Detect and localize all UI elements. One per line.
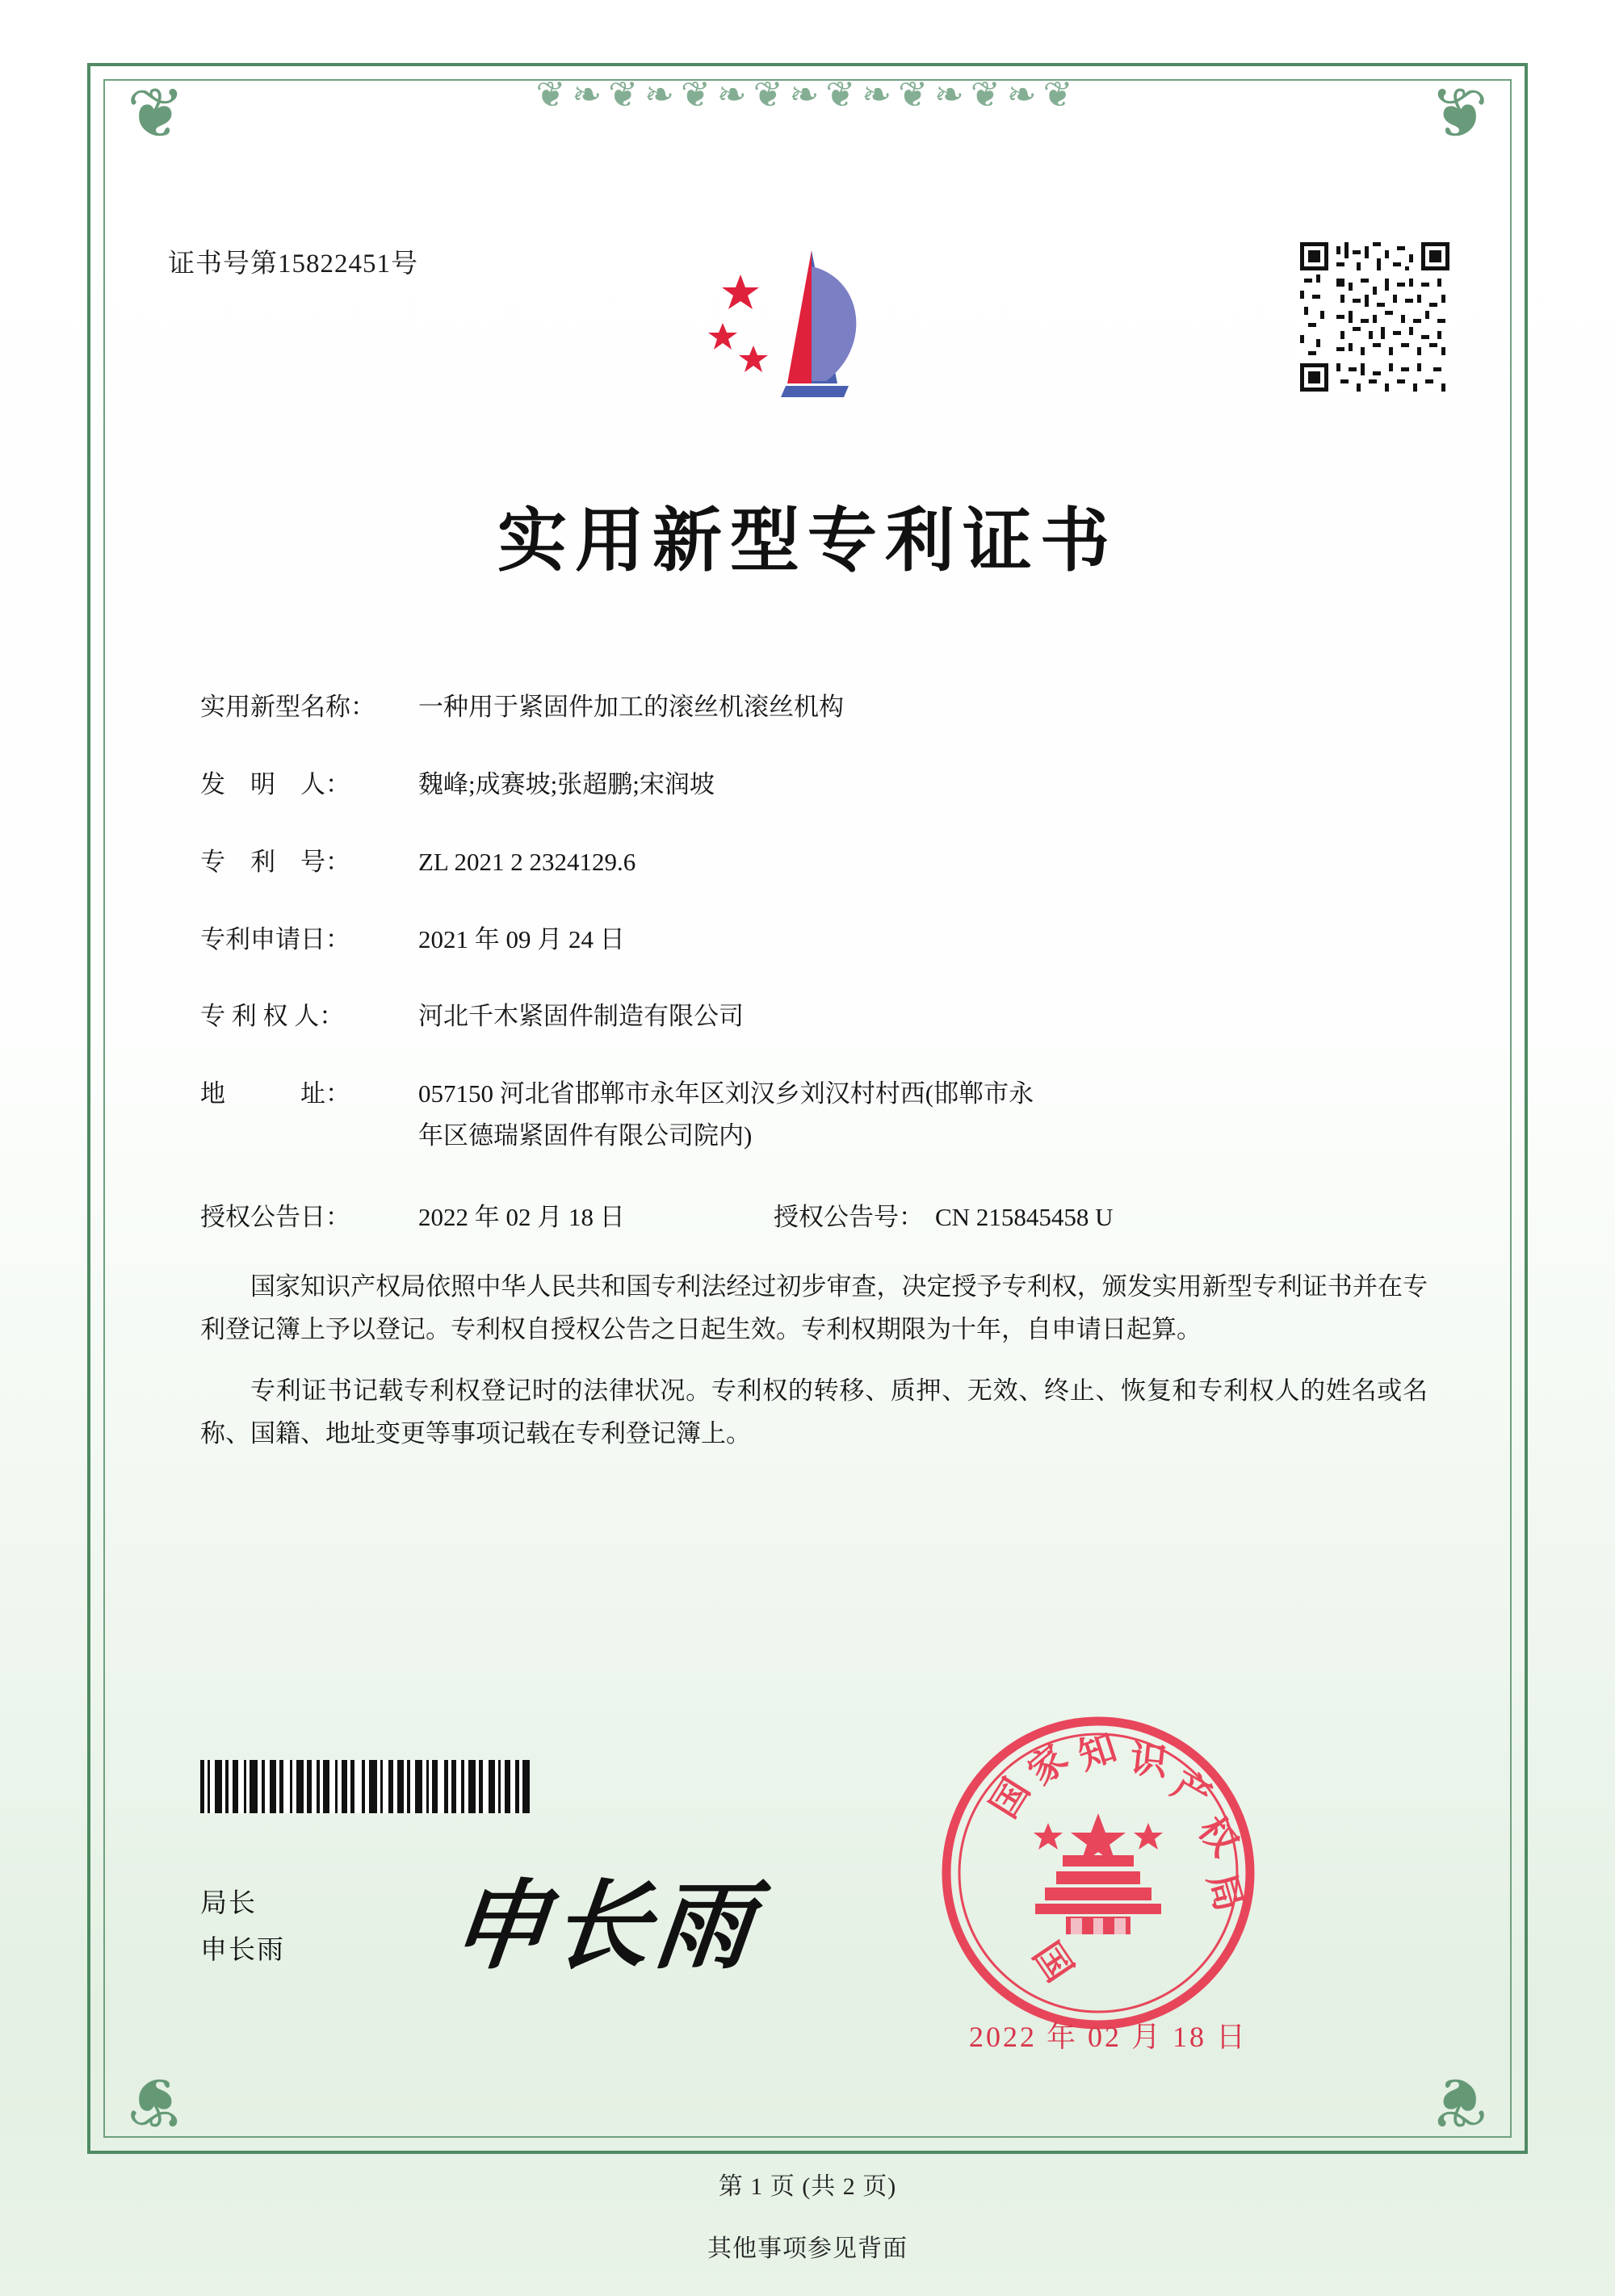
corner-flourish-icon: ❦ (1429, 75, 1489, 153)
svg-text:识: 识 (1127, 1737, 1170, 1784)
field-value: 河北千木紧固件制造有限公司 (418, 1002, 744, 1031)
patent-office-logo-icon (690, 242, 900, 420)
grant-date-value: 2022 年 02 月 18 日 (418, 1202, 625, 1231)
field-label: 实用新型名称： (200, 693, 375, 721)
barcode-icon (200, 1760, 612, 1813)
field-label: 专 利 权 人： (200, 1002, 345, 1031)
svg-text:家: 家 (1019, 1736, 1076, 1794)
field-address (200, 1077, 1428, 1153)
body-paragraph-1: 国家知识产权局依照中华人民共和国专利法经过初步审查，决定授予专利权，颁发实用新型专利证书并在专利登记簿上予以登记。专利权自授权公告之日起生效。专利权期限为十年，自申请日起算。 (200, 1272, 1428, 1344)
qr-code-icon (1300, 242, 1449, 392)
body-paragraph-2: 专利证书记载专利权登记时的法律状况。专利权的转移、质押、无效、终止、恢复和专利权人的姓名或名称、国籍、地址变更等事项记载在专利登记簿上。 (200, 1376, 1428, 1448)
svg-text:国: 国 (1024, 1934, 1082, 1990)
field-value: 一种用于紧固件加工的滚丝机滚丝机构 (418, 693, 844, 721)
address-line-2: 年区德瑞紧固件有限公司院内) (418, 1121, 753, 1150)
field-grant-row (200, 1196, 1428, 1233)
grant-number-value: CN 215845458 U (935, 1202, 1114, 1231)
field-label: 地 址： (200, 1079, 350, 1108)
director-title-label: 局长 (200, 1889, 257, 1918)
certificate-number: 证书号第15822451号 (168, 249, 418, 279)
svg-text:产: 产 (1164, 1762, 1219, 1819)
address-line-1: 057150 河北省邯郸市永年区刘汉乡刘汉村村西(邯郸市永 (418, 1079, 1034, 1108)
svg-text:知: 知 (1072, 1724, 1122, 1779)
official-seal (937, 1712, 1260, 2034)
corner-flourish-icon: ❦ (126, 75, 186, 153)
signature-labels (200, 1881, 285, 1975)
field-utility-model-name (200, 690, 1428, 724)
field-inventor (200, 768, 1428, 802)
fields-block (200, 690, 1428, 1455)
seal-date: 2022 年 02 月 18 日 (969, 2021, 1248, 2053)
field-patentee (200, 999, 1428, 1033)
field-value: 魏峰;成赛坡;张超鹏;宋润坡 (418, 769, 715, 798)
field-patent-number (200, 845, 1428, 879)
grant-number-label: 授权公告号： (774, 1202, 924, 1231)
svg-text:权: 权 (1189, 1808, 1248, 1865)
field-label: 专 利 号： (200, 847, 350, 876)
director-name-label: 申长雨 (200, 1935, 285, 1965)
footer-note: 其他事项参见背面 (707, 2235, 908, 2262)
field-value (418, 1077, 1428, 1153)
corner-flourish-icon: ❦ (1429, 2063, 1489, 2140)
field-application-date (200, 923, 1428, 957)
page-number: 第 1 页 (共 2 页) (718, 2173, 897, 2200)
field-value: 2021 年 09 月 24 日 (418, 924, 625, 953)
field-label: 发 明 人： (200, 769, 350, 798)
grant-date-label: 授权公告日： (200, 1202, 350, 1231)
director-handwritten-signature: 申长雨 (445, 1869, 763, 1983)
corner-flourish-icon: ❦ (126, 2063, 186, 2140)
field-label: 专利申请日： (200, 924, 350, 953)
svg-text:局: 局 (1199, 1868, 1252, 1917)
svg-text:国: 国 (981, 1770, 1038, 1825)
field-value: ZL 2021 2 2324129.6 (418, 847, 636, 876)
page-title: 实用新型专利证书 (497, 500, 1118, 581)
scrollwork-band-icon: ❦❧❦❧❦❧❦❧❦❧❦❧❦❧❦ (535, 75, 1080, 115)
